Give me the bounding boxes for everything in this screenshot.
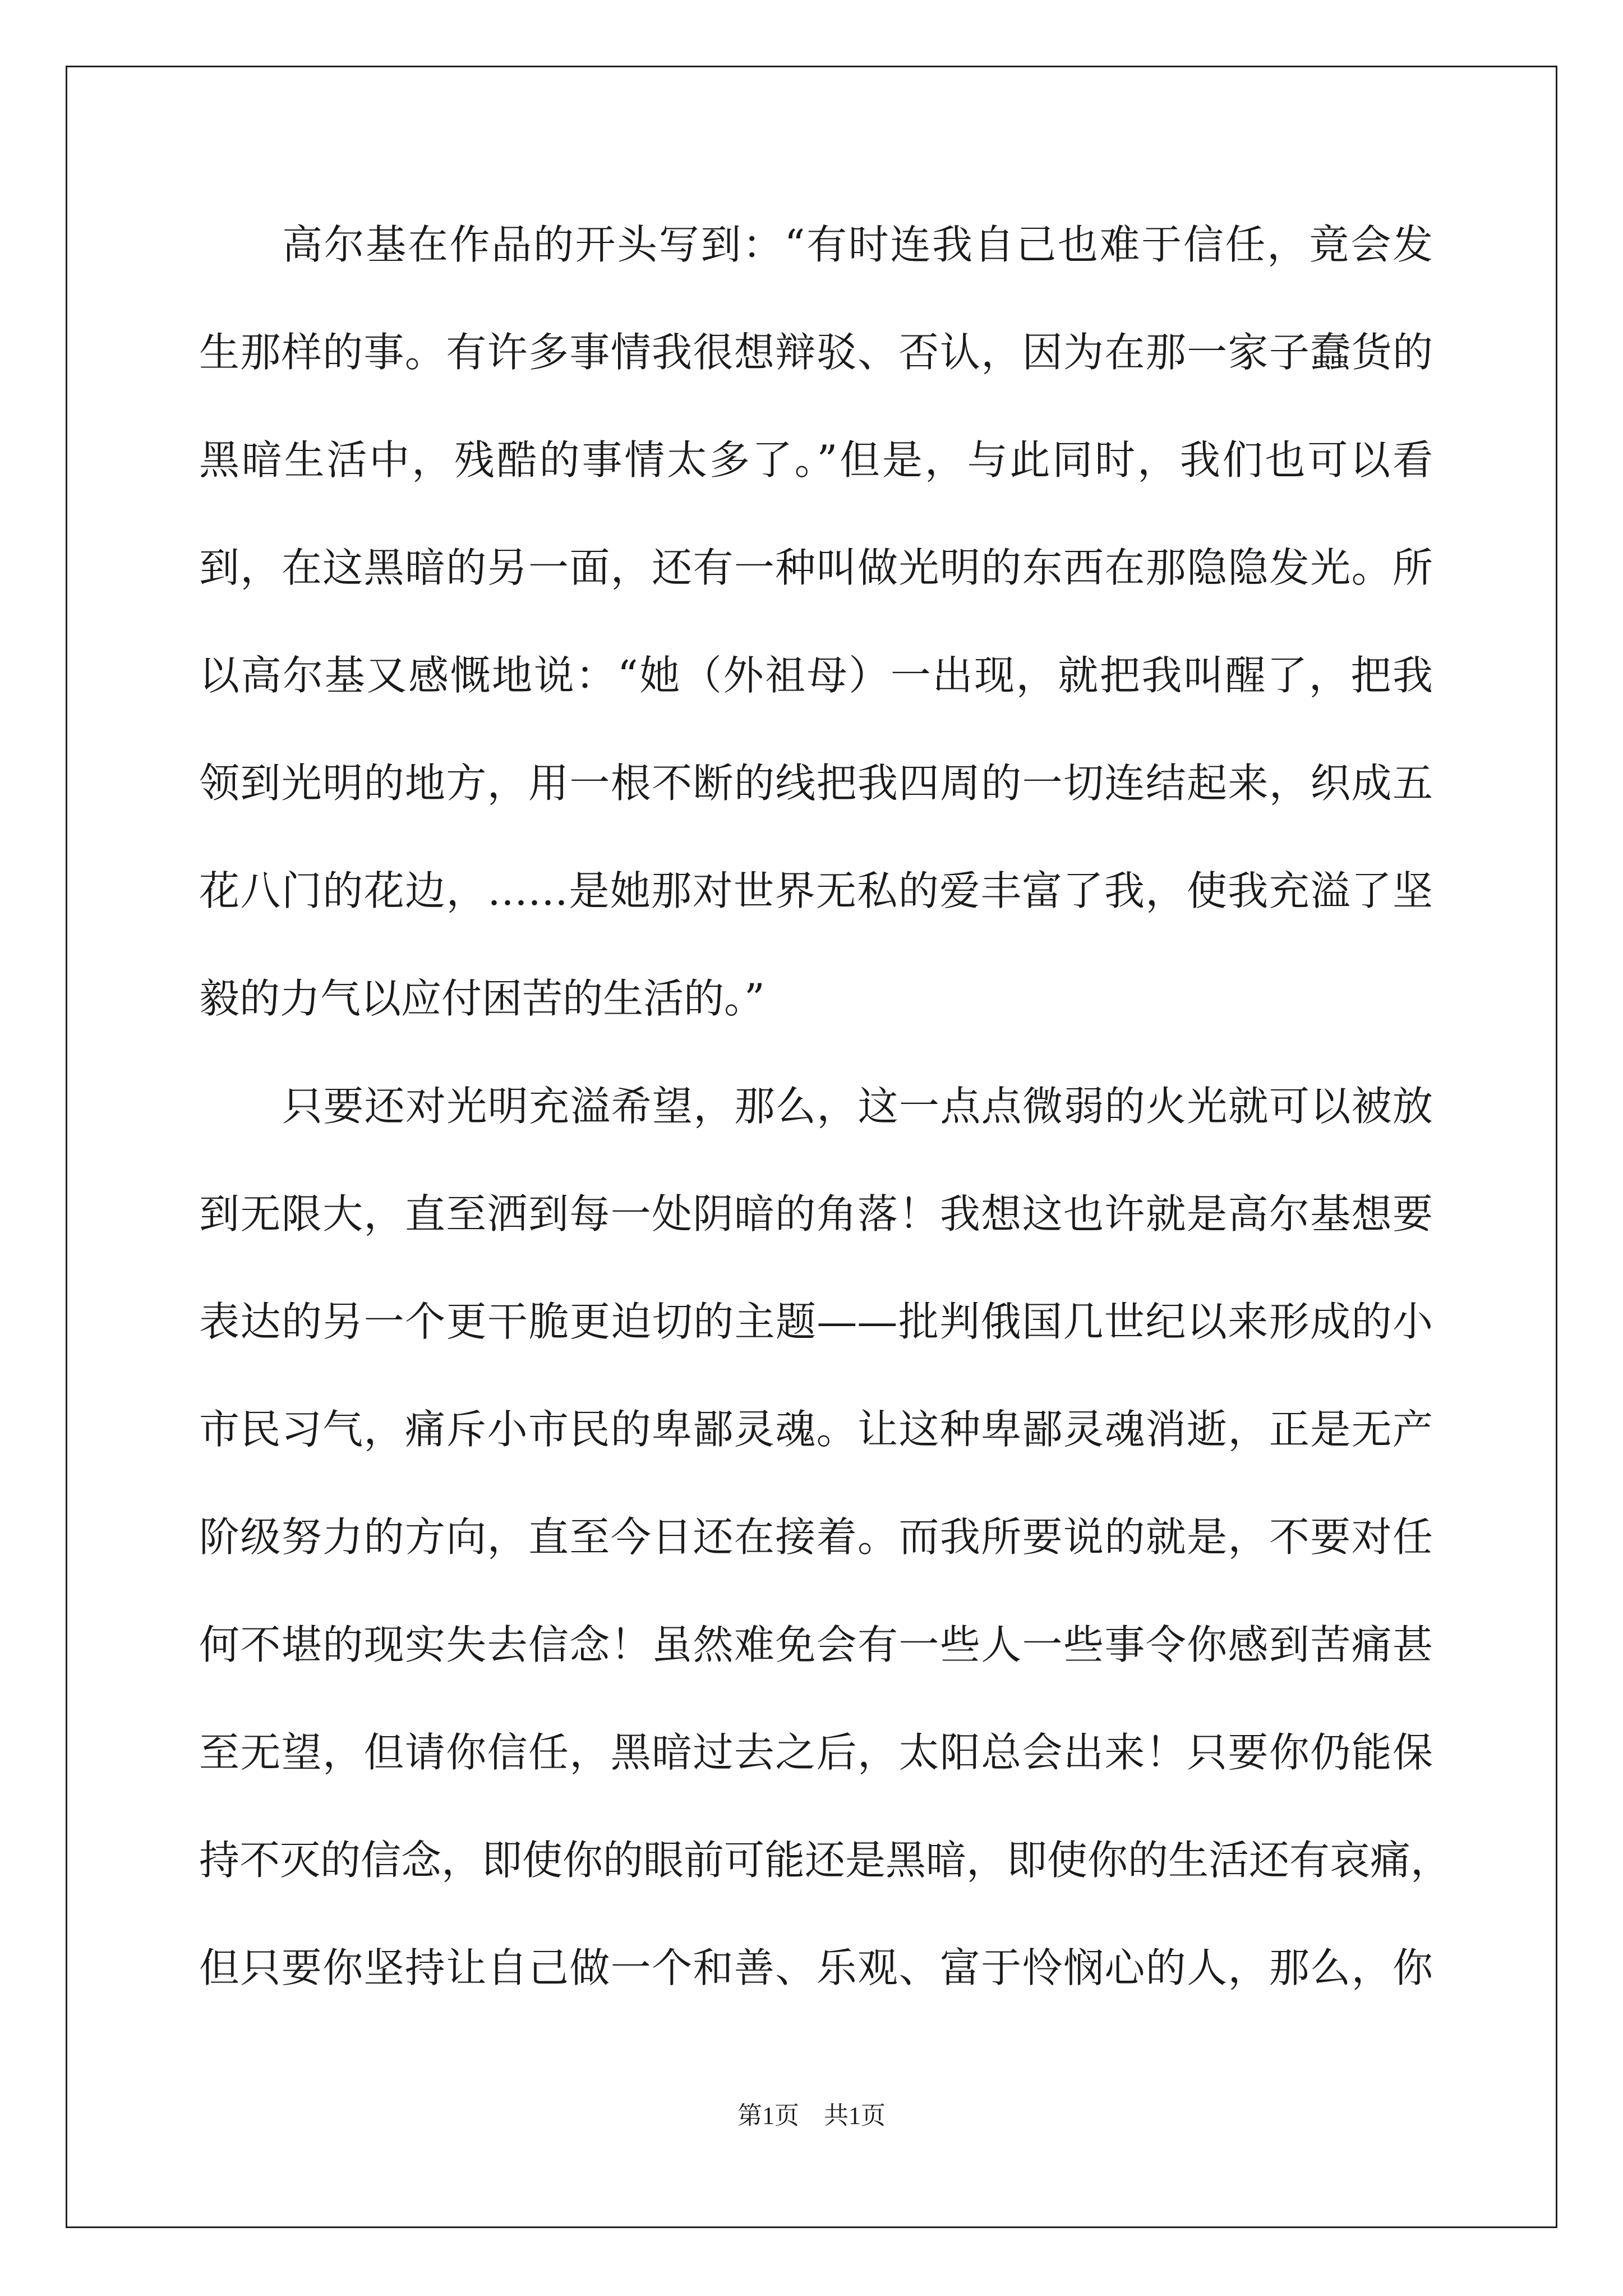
- text-line: 到，在这黑暗的另一面，还有一种叫做光明的东西在那隐隐发光。所: [199, 544, 1433, 591]
- text-line: 市民习气，痛斥小市民的卑鄙灵魂。让这种卑鄙灵魂消逝，正是无产: [199, 1406, 1433, 1453]
- text-line: 但只要你坚持让自己做一个和善、乐观、富于怜悯心的人，那么，你: [199, 1944, 1433, 1991]
- text-line: 至无望，但请你信任，黑暗过去之后，太阳总会出来！只要你仍能保: [199, 1729, 1433, 1776]
- text-line: 表达的另一个更干脆更迫切的主题——批判俄国几世纪以来形成的小: [199, 1298, 1433, 1345]
- text-line: 生那样的事。有许多事情我很想辩驳、否认，因为在那一家子蠢货的: [199, 329, 1433, 376]
- text-line: 黑暗生活中，残酷的事情太多了。”但是，与此同时，我们也可以看: [199, 436, 1433, 484]
- text-line: 持不灭的信念，即使你的眼前可能还是黑暗，即使你的生活还有哀痛，: [199, 1837, 1451, 1884]
- text-line: 到无限大，直至洒到每一处阴暗的角落！我想这也许就是高尔基想要: [199, 1190, 1433, 1237]
- text-line: 只要还对光明充溢希望，那么，这一点点微弱的火光就可以被放: [282, 1083, 1433, 1130]
- text-line: 高尔基在作品的开头写到：“有时连我自己也难于信任，竟会发: [282, 221, 1433, 268]
- page-number-footer: 第1页 共1页: [737, 2102, 886, 2129]
- document-body: [199, 191, 1451, 2022]
- text-line: 花八门的花边，……是她那对世界无私的爱丰富了我，使我充溢了坚: [199, 867, 1433, 914]
- text-line: 何不堪的现实失去信念！虽然难免会有一些人一些事令你感到苦痛甚: [199, 1621, 1433, 1668]
- text-line: 毅的力气以应付困苦的生活的。”: [199, 975, 765, 1022]
- text-line: 领到光明的地方，用一根不断的线把我四周的一切连结起来，织成五: [199, 760, 1433, 807]
- paragraph-2: [199, 1052, 1451, 2022]
- text-line: 阶级努力的方向，直至今日还在接着。而我所要说的就是，不要对任: [199, 1513, 1433, 1561]
- text-line: 以高尔基又感慨地说：“她（外祖母）一出现，就把我叫醒了，把我: [199, 652, 1433, 699]
- paragraph-1: [199, 191, 1433, 1052]
